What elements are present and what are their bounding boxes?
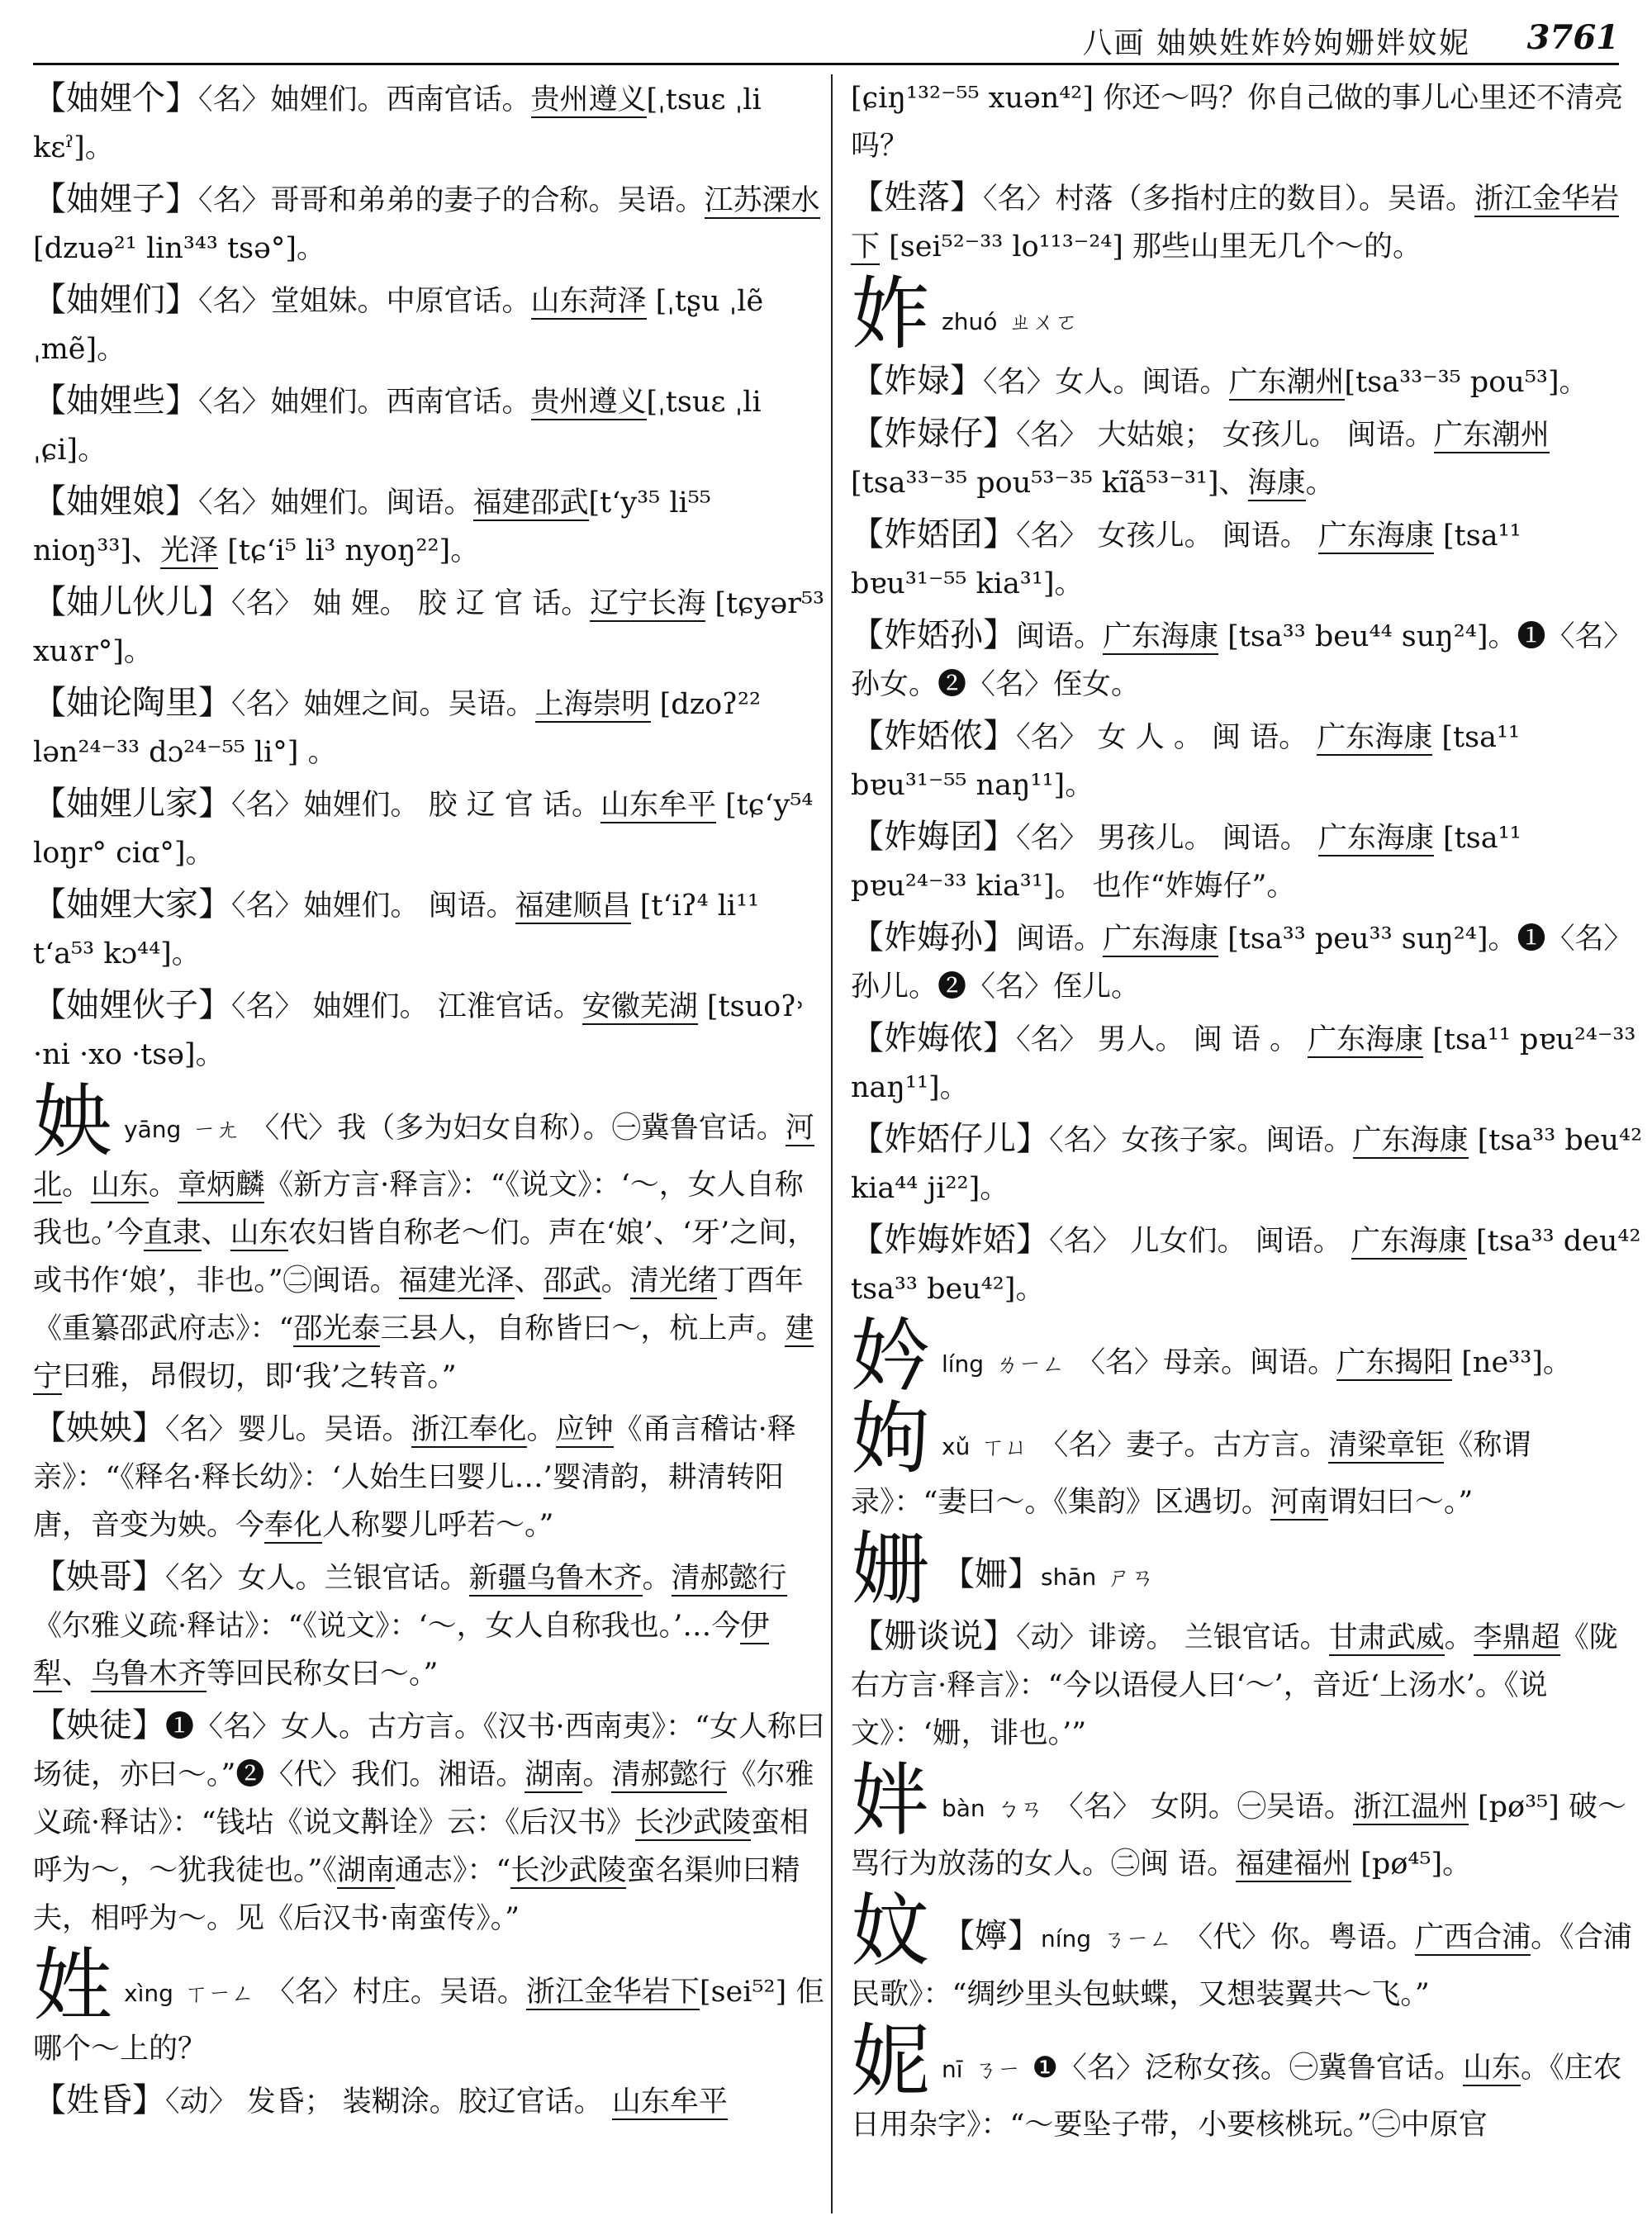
place-name: 河南 <box>1270 1486 1328 1519</box>
entry-headword: 【妰娒囝】 <box>851 818 1016 856</box>
place-name: 乌鲁木齐 <box>91 1658 207 1691</box>
dictionary-entry: 【妰娒孙】闽语。广东海康 [tsa³³ peu³³ suŋ²⁴]。❶〈名〉孙儿。❷〈名〉侄儿。 <box>851 918 1633 1004</box>
head-character-entry: 姎yāng ㄧㄤ 〈代〉我（多为妇女自称）。㊀冀鲁官话。河北。山东。章炳麟《新方言·释言》：“《说文》：‘～，女人自称我也。’今直隶、山东农妇皆自称老～们。声在‘娘’、‘牙’之间，或书作‘娘’，非也。”㊁闽语。福建光泽、邵武。清光绪丁酉年《重纂邵武府志》：“邵光泰三县人，自称皆曰～，杭上声。建宁曰雅，昂假切，即‘我’之转音。” <box>33 1075 817 1393</box>
place-name: 安徽芜湖 <box>582 990 698 1023</box>
place-name: 湖南 <box>525 1758 583 1791</box>
head-character-entry: 妗líng ㄌㄧㄥ 〈名〉母亲。闽语。广东揭阳 [ne³³]。 <box>851 1310 1572 1402</box>
dictionary-entry: 【妰娽】〈名〉女人。闽语。广东潮州[tsa³³⁻³⁵ pou⁵³]。 <box>851 362 1588 400</box>
entry-headword: 【妰娽】 <box>851 362 983 400</box>
place-name: 广东海康 <box>1103 620 1219 653</box>
dictionary-entry: 【妰娒囝】〈名〉 男孩儿。 闽语。 广东海康 [tsa¹¹ pɐu²⁴⁻³³ kia³¹]。 也作“妰娒仔”。 <box>851 818 1521 903</box>
pinyin: bàn <box>942 1795 985 1822</box>
dictionary-entry: 【妯娌个】〈名〉妯娌们。西南官话。贵州遵义[ˌtsuɛ ˌli kɛˀ]。 <box>33 79 762 164</box>
head-character-entry: 姅bàn ㄅㄢ 〈名〉 女阴。㊀吴语。浙江温州 [pø³⁵] 破～骂行为放荡的女人。㊁闽 语。福建福州 [pø⁴⁵]。 <box>851 1754 1626 1881</box>
place-name: 广东海康 <box>1308 1023 1424 1056</box>
place-name: 山东 <box>230 1217 288 1250</box>
pinyin: zhuó <box>942 308 998 335</box>
entry-headword: 【妰娒侬】 <box>851 1019 1016 1057</box>
place-name: 应钟 <box>555 1413 614 1446</box>
place-name: 章炳麟 <box>178 1169 265 1202</box>
place-name: 浙江奉化 <box>411 1413 527 1446</box>
entry-headword: 【姓昏】 <box>33 2081 165 2119</box>
header-section: 八画 妯姎姓妰妗姁姗姅妏妮 <box>1082 26 1470 60</box>
head-character: 姓 <box>33 1939 112 2032</box>
dictionary-entry: 【姎徒】❶〈名〉女人。古方言。《汉书·西南夷》：“女人称曰场徒，亦曰～。”❷〈代〉我们。湘语。湖南。清郝懿行《尔雅义疏·释诂》：“钱坫《说文斠诠》云：《后汉书》长沙武陵蛮相呼为～，～犹我徒也。”《湖南通志》：“长沙武陵蛮名渠帅曰精夫，相呼为～。见《后汉书·南蛮传》。” <box>33 1706 826 1935</box>
place-name: 浙江温州 <box>1352 1791 1469 1824</box>
place-name: 广西合浦 <box>1415 1921 1531 1954</box>
entry-headword: 【妯娌娘】 <box>33 482 198 520</box>
place-name: 广东潮州 <box>1228 366 1345 399</box>
place-name: 李鼎超 <box>1473 1621 1560 1654</box>
place-name: 伊犁 <box>33 1610 770 1691</box>
entry-headword: 【妯娌们】 <box>33 281 198 319</box>
pinyin: níng <box>1041 1925 1092 1952</box>
place-name: 湖南 <box>336 1854 395 1887</box>
head-character: 姗 <box>851 1523 930 1616</box>
head-character-entry: 姁xǔ ㄒㄩ 〈名〉妻子。古方言。清梁章钜《称谓录》：“妻曰～。《集韵》区遇切。河南谓妇曰～。” <box>851 1393 1531 1519</box>
place-name: 山东牟平 <box>601 789 717 822</box>
dictionary-entry: 【妯娌娘】〈名〉妯娌们。闽语。福建邵武[tʻy³⁵ li⁵⁵ nioŋ³³]、光泽 [tɕʻi⁵ li³ nyoŋ²²]。 <box>33 482 711 567</box>
head-character: 妗 <box>851 1310 930 1402</box>
dictionary-entry: 【妯娌大家】〈名〉妯娌们。 闽语。福建顺昌 [tʻiʔ⁴ li¹¹ tʻa⁵³ kɔ⁴⁴]。 <box>33 885 760 970</box>
dictionary-entry: 【姗谈说】〈动〉诽谤。 兰银官话。甘肃武威。李鼎超《陇右方言·释言》：“今以语侵人曰‘～’，音近‘上汤水’。《说文》：‘姗，诽也。’” <box>851 1617 1618 1750</box>
place-name: 邵武 <box>543 1264 601 1298</box>
entry-headword: 【妰娽仔】 <box>851 415 1016 453</box>
entry-headword: 【妰娝侬】 <box>851 717 1016 755</box>
zhuyin: ㄅㄢ <box>996 1795 1043 1822</box>
dictionary-entry: 【姓昏】〈动〉 发昏； 装糊涂。胶辽官话。 山东牟平 <box>33 2081 728 2119</box>
place-name: 广东海康 <box>1352 1124 1469 1157</box>
zhuyin: ㄋㄧㄥ <box>1103 1925 1173 1952</box>
entry-headword: 【妯儿伙儿】 <box>33 583 231 621</box>
place-name: 清郝懿行 <box>611 1758 728 1791</box>
entry-headword: 【妯娌大家】 <box>33 885 231 923</box>
place-name: 广东海康 <box>1317 520 1434 553</box>
place-name: 浙江金华岩下 <box>525 1976 700 2009</box>
zhuyin: ㄒㄩ <box>981 1433 1028 1460</box>
dictionary-entry: 【妰娽仔】〈名〉 大姑娘； 女孩儿。 闽语。广东潮州 [tsa³³⁻³⁵ pou⁵³⁻³⁵ kĩã⁵³⁻³¹]、海康。 <box>851 415 1550 500</box>
dictionary-entry: 【妯娌子】〈名〉哥哥和弟弟的妻子的合称。吴语。江苏溧水 [dzuə²¹ lin³⁴³ tsə°]。 <box>33 180 820 265</box>
page-header <box>33 15 1619 65</box>
head-character: 妏 <box>851 1885 930 1977</box>
place-name: 新疆乌鲁木齐 <box>468 1562 643 1595</box>
dictionary-entry: 【妰娝侬】〈名〉 女 人 。 闽 语。 广东海康 [tsa¹¹ bɐu³¹⁻⁵⁵ naŋ¹¹]。 <box>851 717 1521 802</box>
entry-headword: 【妰娝孙】 <box>851 616 1016 654</box>
dictionary-entry: 【妯娌们】〈名〉堂姐妹。中原官话。山东菏泽 [ˌtʂu ˌlẽ ˌmẽ]。 <box>33 281 764 366</box>
place-name: 福建光泽 <box>398 1264 515 1298</box>
left-column <box>33 74 826 2213</box>
head-character: 妰 <box>851 268 930 360</box>
dictionary-entry: 【妰娝囝】〈名〉 女孩儿。 闽语。 广东海康 [tsa¹¹ bɐu³¹⁻⁵⁵ kia³¹]。 <box>851 515 1521 600</box>
dictionary-entry: 【妰娝孙】闽语。广东海康 [tsa³³ beu⁴⁴ suŋ²⁴]。❶〈名〉孙女。❷〈名〉侄女。 <box>851 616 1633 701</box>
dictionary-entry: 【妰娒侬】〈名〉 男人。 闽 语 。 广东海康 [tsa¹¹ pɐu²⁴⁻³³ naŋ¹¹]。 <box>851 1019 1636 1104</box>
continued-text: [ɕiŋ¹³²⁻⁵⁵ xuən⁴²] 你还～吗？你自己做的事儿心里还不清亮吗？ <box>851 82 1624 163</box>
place-name: 山东 <box>91 1169 150 1202</box>
place-name: 甘肃武威 <box>1328 1621 1445 1654</box>
entry-headword: 【姓落】 <box>851 178 983 216</box>
place-name: 浙江金华岩下 <box>851 183 1620 263</box>
zhuyin: ㄧㄤ <box>192 1116 240 1143</box>
page-number: 3761 <box>1526 18 1619 57</box>
head-character: 妮 <box>851 2015 930 2108</box>
entry-headword: 【妯娌伙子】 <box>33 986 231 1024</box>
place-name: 广东潮州 <box>1433 419 1550 452</box>
head-character-entry <box>851 1523 1644 1616</box>
dictionary-entry: 【妯论陶里】〈名〉妯娌之间。吴语。上海崇明 [dzoʔ²² lən²⁴⁻³³ dɔ²⁴⁻⁵⁵ li°] 。 <box>33 684 762 769</box>
place-name: 福建顺昌 <box>515 890 631 923</box>
entry-headword: 【姎徒】 <box>33 1706 165 1744</box>
entry-headword: 【妰娝囝】 <box>851 515 1016 553</box>
place-name: 福建福州 <box>1236 1848 1352 1881</box>
place-name: 长沙武陵 <box>510 1854 627 1887</box>
place-name: 直隶 <box>143 1217 202 1250</box>
zhuyin: ㄒㄧㄥ <box>184 1980 254 2007</box>
place-name: 广东海康 <box>1351 1225 1467 1258</box>
entry-headword: 【妰娒孙】 <box>851 918 1016 956</box>
entry-headword: 【妯娌些】 <box>33 382 198 420</box>
place-name: 贵州遵义 <box>530 386 647 419</box>
entry-headword: 【妯娌儿家】 <box>33 785 231 823</box>
entry-headword: 【妰娒妰娝】 <box>851 1221 1049 1259</box>
variant-character: 【姍】 <box>942 1555 1041 1593</box>
entry-headword: 【妯论陶里】 <box>33 684 231 722</box>
head-character: 姅 <box>851 1754 930 1847</box>
entry-headword: 【妯娌子】 <box>33 180 198 218</box>
dictionary-entry: 【姎姎】〈名〉婴儿。吴语。浙江奉化。应钟《甬言稽诂·释亲》：“《释名·释长幼》：‘人始生曰婴儿…’婴清韵，耕清转阳唐，音变为姎。今奉化人称婴儿呼若～。” <box>33 1409 796 1542</box>
place-name: 广东海康 <box>1317 721 1433 754</box>
dictionary-entry: 【姓落】〈名〉村落（多指村庄的数目）。吴语。浙江金华岩下 [sei⁵²⁻³³ lo¹¹³⁻²⁴] 那些山里无几个～的。 <box>851 178 1620 263</box>
head-character-entry: 妮nī ㄋㄧ ❶〈名〉泛称女孩。㊀冀鲁官话。山东。《庄农日用杂字》：“～要坠子带，小要核桃玩。”㊁中原官 <box>851 2015 1622 2142</box>
variant-character: 【嬣】 <box>942 1917 1041 1955</box>
place-name: 上海崇明 <box>534 688 651 721</box>
pinyin: shān <box>1041 1563 1097 1591</box>
place-name: 建宁 <box>33 1312 814 1393</box>
zhuyin: ㄓㄨㄛ <box>1009 308 1079 335</box>
place-name: 奉化 <box>264 1509 323 1542</box>
place-name: 广东揭阳 <box>1336 1346 1453 1379</box>
place-name: 河北 <box>33 1112 814 1202</box>
place-name: 贵州遵义 <box>530 83 647 116</box>
dictionary-entry: 【妯娌儿家】〈名〉妯娌们。 胶 辽 官 话。山东牟平 [tɕʻy⁵⁴ loŋr° ciɑ°]。 <box>33 785 814 870</box>
place-name: 清郝懿行 <box>671 1562 787 1595</box>
dictionary-entry: 【妰娝仔儿】〈名〉女孩子家。闽语。广东海康 [tsa³³ beu⁴² kia⁴⁴ ji²²]。 <box>851 1120 1643 1205</box>
entry-headword: 【姎哥】 <box>33 1558 165 1596</box>
head-character: 姁 <box>851 1393 930 1485</box>
head-character-entry: 姓xìng ㄒㄧㄥ 〈名〉村庄。吴语。浙江金华岩下[sei⁵²] 佢哪个～上的？ <box>33 1939 825 2066</box>
place-name: 江苏溧水 <box>704 184 820 217</box>
entry-headword: 【妯娌个】 <box>33 79 198 117</box>
zhuyin: ㄋㄧ <box>974 2056 1021 2083</box>
place-name: 山东菏泽 <box>530 285 647 318</box>
dictionary-entry: 【妯儿伙儿】〈名〉 妯 娌。 胶 辽 官 话。辽宁长海 [tɕyər⁵³ xuɤr°]。 <box>33 583 825 668</box>
place-name: 山东牟平 <box>611 2085 728 2118</box>
place-name: 福建邵武 <box>472 486 589 520</box>
pinyin: yāng <box>124 1116 182 1143</box>
right-column <box>851 74 1644 2213</box>
place-name: 广东海康 <box>1317 822 1434 855</box>
column-divider <box>831 74 833 2213</box>
place-name: 山东 <box>1462 2052 1521 2085</box>
head-character-entry: 妏 【嬣】níng ㄋㄧㄥ 〈代〉你。粤语。广西合浦。《合浦民歌》：“绸纱里头包蚨蝶，又想装翼共～飞。” <box>851 1885 1632 2011</box>
dictionary-entry: 【妰娒妰娝】〈名〉 儿女们。 闽语。 广东海康 [tsa³³ deu⁴² tsa³³ beu⁴²]。 <box>851 1221 1641 1306</box>
zhuyin: ㄌㄧㄥ <box>995 1350 1066 1378</box>
place-name: 光泽 <box>160 534 219 567</box>
place-name: 清光绪 <box>629 1264 717 1298</box>
place-name: 海康 <box>1247 467 1306 500</box>
entry-headword: 【姎姎】 <box>33 1409 165 1447</box>
place-name: 辽宁长海 <box>590 587 706 620</box>
dictionary-entry: 【姎哥】〈名〉女人。兰银官话。新疆乌鲁木齐。清郝懿行《尔雅义疏·释诂》：“《说文》：‘～，女人自称我也。’…今伊犁、乌鲁木齐等回民称女曰～。” <box>33 1558 787 1691</box>
place-name: 长沙武陵 <box>635 1806 752 1839</box>
entry-headword: 【姗谈说】 <box>851 1617 1016 1655</box>
zhuyin: ㄕㄢ <box>1108 1563 1155 1591</box>
pinyin: nī <box>942 2056 963 2083</box>
pinyin: xǔ <box>942 1433 971 1460</box>
dictionary-entry: 【妯娌伙子】〈名〉 妯娌们。 江淮官话。安徽芜湖 [tsuoʔ˒ ·ni ·xo ·tsə]。 <box>33 986 805 1071</box>
head-character-entry <box>851 268 1644 360</box>
pinyin: líng <box>942 1350 985 1378</box>
place-name: 邵光泰 <box>293 1312 381 1345</box>
place-name: 广东海康 <box>1103 923 1219 956</box>
head-character: 姎 <box>33 1075 112 1168</box>
place-name: 清梁章钜 <box>1328 1429 1445 1462</box>
entry-headword: 【妰娝仔儿】 <box>851 1120 1049 1158</box>
dictionary-entry: 【妯娌些】〈名〉妯娌们。西南官话。贵州遵义[ˌtsuɛ ˌli ˌɕi]。 <box>33 382 762 467</box>
pinyin: xìng <box>124 1980 173 2007</box>
